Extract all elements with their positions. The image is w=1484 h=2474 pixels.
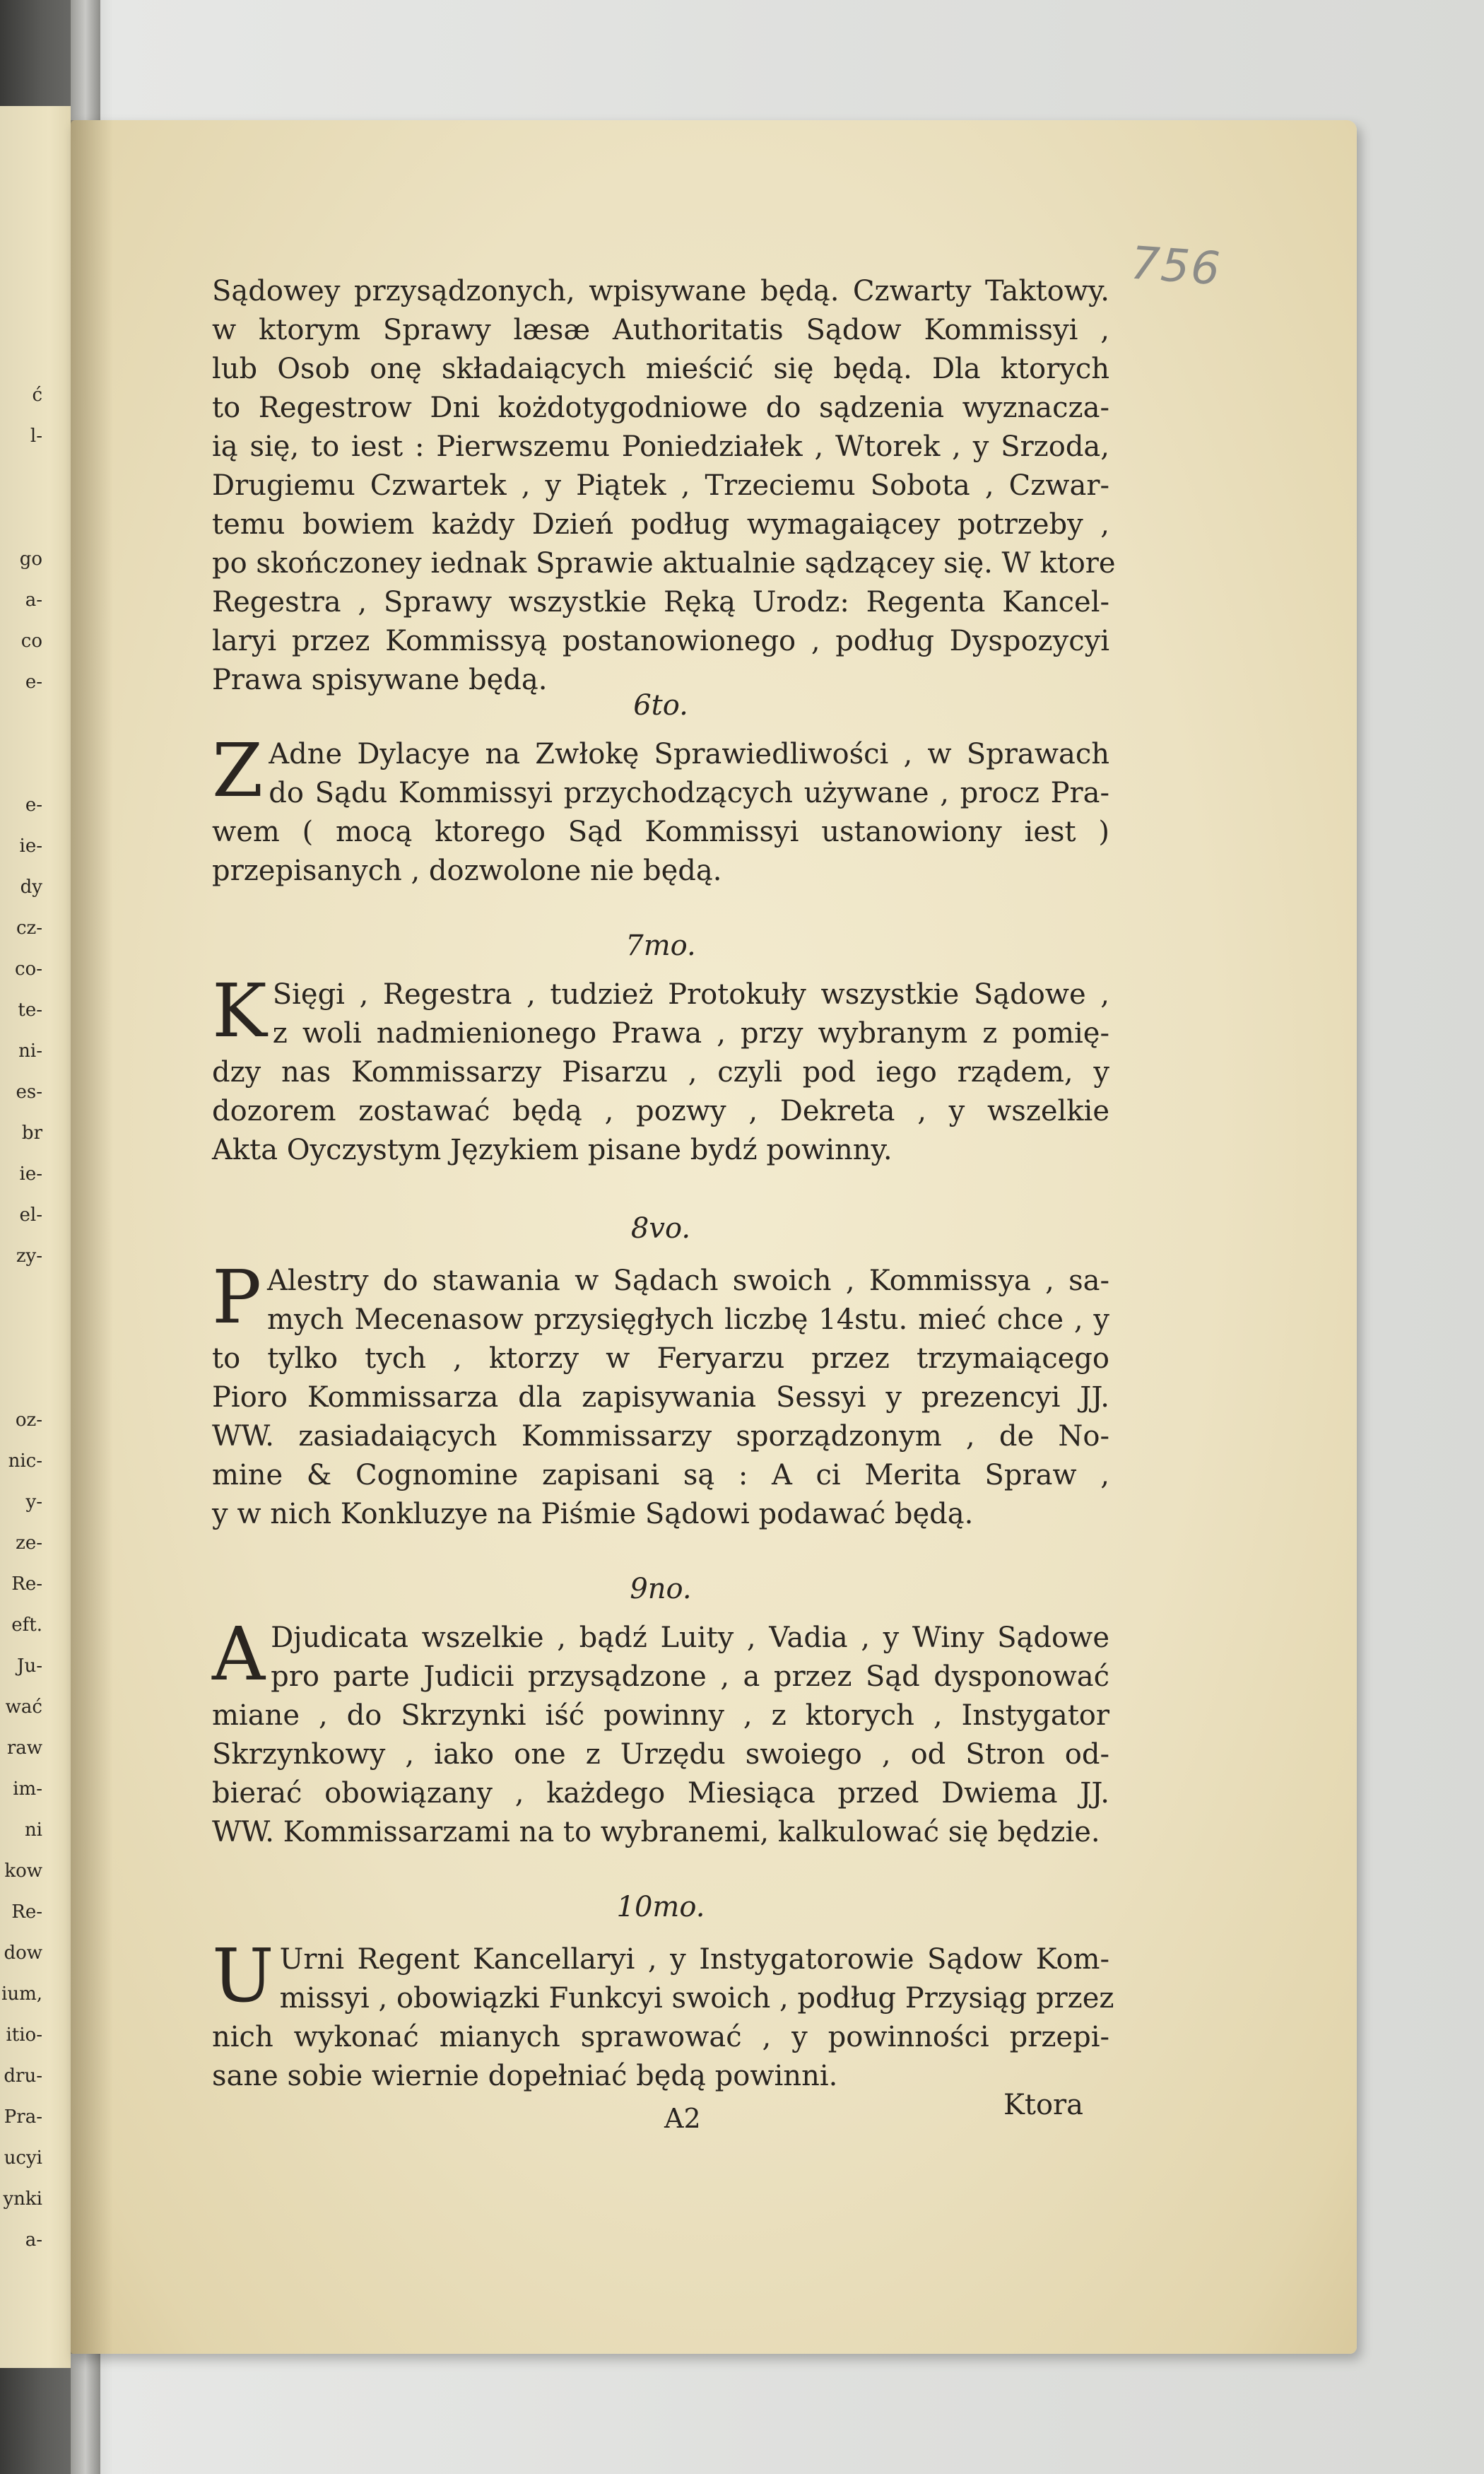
section-8vo-paragraph xyxy=(212,1254,1109,1534)
section-heading-8vo: 8vo. xyxy=(630,1212,691,1245)
text-line: y w nich Konkluzye na Piśmie Sądowi podawać będą. xyxy=(212,1498,974,1530)
text-line: ią się, to iest : Pierwszemu Poniedziałek , Wtorek , y Srzoda, xyxy=(212,430,1109,463)
left-fragment: go xyxy=(19,549,42,570)
left-fragment: dy xyxy=(20,877,42,898)
section-7mo-paragraph xyxy=(212,968,1109,1170)
opening-paragraph xyxy=(212,272,1116,700)
left-fragment: a- xyxy=(25,2229,42,2251)
text-line: lub Osob onę składaiących mieścić się będą. Dla ktorych xyxy=(212,353,1109,385)
text-line: mych Mecenasow przysięgłych liczbę 14stu. mieć chce , y xyxy=(266,1303,1109,1336)
text-line: mine & Cognomine zapisani są : A ci Merita Spraw , xyxy=(212,1459,1109,1491)
text-line: WW. Kommissarzami na to wybranemi, kalkulować się będzie. xyxy=(212,1816,1100,1848)
text-line: temu bowiem każdy Dzień podług wymagaiącey potrzeby , xyxy=(212,508,1109,541)
text-line: Drugiemu Czwartek , y Piątek , Trzeciemu Sobota , Czwar- xyxy=(212,469,1109,502)
left-fragment xyxy=(0,703,42,744)
left-fragment: br xyxy=(21,1122,42,1144)
left-fragment: zy- xyxy=(16,1245,42,1267)
drop-capital: Z xyxy=(212,727,264,814)
left-fragment: itio- xyxy=(6,2024,42,2046)
left-fragment: el- xyxy=(19,1204,42,1226)
text-line: WW. zasiadaiących Kommissarzy sporządzonym , de No- xyxy=(212,1420,1109,1453)
left-fragment: ni- xyxy=(18,1040,42,1062)
left-fragment: kow xyxy=(4,1860,42,1882)
left-fragment xyxy=(0,498,42,539)
left-fragment: Re- xyxy=(11,1573,42,1595)
text-line: sane sobie wiernie dopełniać będą powinni. xyxy=(212,2060,838,2092)
left-fragment: wać xyxy=(5,1696,42,1718)
signature-mark: A2 xyxy=(664,2103,701,2134)
text-line: pro parte Judicii przysądzone , a przez Sąd dysponować xyxy=(271,1660,1109,1693)
text-line: Sądowey przysądzonych, wpisywane będą. Czwarty Taktowy. xyxy=(212,275,1109,307)
text-line: do Sądu Kommissyi przychodzących używane , procz Pra- xyxy=(269,777,1109,809)
left-fragment: ze- xyxy=(16,1532,42,1554)
drop-capital: U xyxy=(212,1933,274,2019)
catchword: Ktora xyxy=(1003,2089,1084,2121)
text-line: Regestra , Sprawy wszystkie Ręką Urodz: Regenta Kancel- xyxy=(212,586,1109,618)
left-fragment: ucyi xyxy=(4,2147,42,2169)
section-heading-10mo: 10mo. xyxy=(616,1891,705,1923)
left-fragment xyxy=(0,744,42,785)
page-gutter-shadow xyxy=(71,120,113,2354)
left-fragment: ynki xyxy=(3,2188,42,2210)
text-line: nich wykonać mianych sprawować , y powinności przepi- xyxy=(212,2021,1109,2053)
left-fragment xyxy=(0,457,42,498)
text-line: w ktorym Sprawy læsæ Authoritatis Sądow Kommissyi , xyxy=(212,314,1109,346)
text-line: missyi , obowiązki Funkcyi swoich , podług Przysiąg przez xyxy=(279,1982,1114,2015)
left-fragment: co xyxy=(20,631,42,652)
left-fragment: a- xyxy=(25,590,42,611)
text-line: to Regestrow Dni kożdotygodniowe do sądzenia wyznacza- xyxy=(212,392,1109,424)
text-line: to tylko tych , ktorzy w Feryarzu przez trzymaiącego xyxy=(212,1342,1109,1375)
left-fragment: Pra- xyxy=(4,2106,42,2128)
left-fragment: ium, xyxy=(1,1983,42,2005)
text-line: przepisanych , dozwolone nie będą. xyxy=(212,855,722,887)
section-heading-9no: 9no. xyxy=(630,1573,692,1605)
left-fragment: l- xyxy=(30,426,42,447)
section-heading-7mo: 7mo. xyxy=(625,930,696,962)
text-line: Urni Regent Kancellaryi , y Instygatorowie Sądow Kom- xyxy=(279,1943,1109,1976)
section-6to-paragraph xyxy=(212,727,1109,891)
left-fragment: es- xyxy=(16,1081,42,1103)
text-line: Djudicata wszelkie , bądź Luity , Vadia , y Winy Sądowe xyxy=(271,1622,1109,1654)
left-fragment: y- xyxy=(25,1491,42,1513)
left-fragment: eft. xyxy=(11,1614,42,1636)
left-fragment: ć xyxy=(32,385,42,406)
text-line: z woli nadmienionego Prawa , przy wybranym z pomię- xyxy=(272,1017,1109,1050)
left-fragment: nic- xyxy=(8,1450,42,1472)
left-fragment: dru- xyxy=(4,2065,42,2087)
text-line: bierać obowiązany , każdego Miesiąca przed Dwiema JJ. xyxy=(212,1777,1109,1810)
left-fragment xyxy=(0,1318,42,1359)
text-line: Pioro Kommissarza dla zapisywania Sessyi y prezencyi JJ. xyxy=(212,1381,1109,1414)
left-fragment: im- xyxy=(13,1778,42,1800)
left-fragment: dow xyxy=(4,1942,42,1964)
left-fragment: e- xyxy=(25,795,42,816)
drop-capital: P xyxy=(212,1254,261,1340)
left-fragment: ie- xyxy=(19,1163,42,1185)
text-line: wem ( mocą ktorego Sąd Kommissyi ustanowiony iest ) xyxy=(212,816,1109,848)
drop-capital: K xyxy=(212,968,267,1054)
text-line: Skrzynkowy , iako one z Urzędu swoiego , od Stron od- xyxy=(212,1738,1109,1771)
left-fragment: co- xyxy=(15,958,42,980)
left-fragment: te- xyxy=(18,999,42,1021)
drop-capital: A xyxy=(212,1611,266,1697)
text-line: miane , do Skrzynki iść powinny , z ktorych , Instygator xyxy=(212,1699,1109,1732)
section-9no-paragraph xyxy=(212,1611,1109,1852)
text-line: dzy nas Kommissarzy Pisarzu , czyli pod iego rządem, y xyxy=(212,1056,1109,1089)
text-line: Adne Dylacye na Zwłokę Sprawiedliwości , w Sprawach xyxy=(269,738,1109,770)
section-10mo-paragraph xyxy=(212,1933,1114,2096)
left-page-text-fragments xyxy=(0,375,42,2261)
left-fragment xyxy=(0,1359,42,1400)
text-line: Prawa spisywane będą. xyxy=(212,664,548,696)
left-fragment: ni xyxy=(24,1819,42,1841)
left-fragment: ie- xyxy=(19,836,42,857)
text-line: Sięgi , Regestra , tudzież Protokuły wszystkie Sądowe , xyxy=(272,978,1109,1011)
left-fragment: cz- xyxy=(16,918,42,939)
left-fragment: e- xyxy=(25,672,42,693)
text-line: Alestry do stawania w Sądach swoich , Kommissya , sa- xyxy=(266,1265,1109,1297)
folio-number: 756 xyxy=(1129,237,1223,296)
left-fragment: Re- xyxy=(11,1901,42,1923)
text-line: laryi przez Kommissyą postanowionego , podług Dyspozycyi xyxy=(212,625,1109,657)
text-line: Akta Oyczystym Językiem pisane bydź powinny. xyxy=(212,1134,893,1166)
left-fragment: raw xyxy=(6,1737,42,1759)
left-fragment: oz- xyxy=(15,1409,42,1431)
left-fragment: Ju- xyxy=(17,1655,42,1677)
left-fragment xyxy=(0,1277,42,1318)
section-heading-6to: 6to. xyxy=(633,689,688,722)
text-line: dozorem zostawać będą , pozwy , Dekreta , y wszelkie xyxy=(212,1095,1109,1127)
text-line: po skończoney iednak Sprawie aktualnie sądzącey się. W ktore xyxy=(212,547,1116,580)
